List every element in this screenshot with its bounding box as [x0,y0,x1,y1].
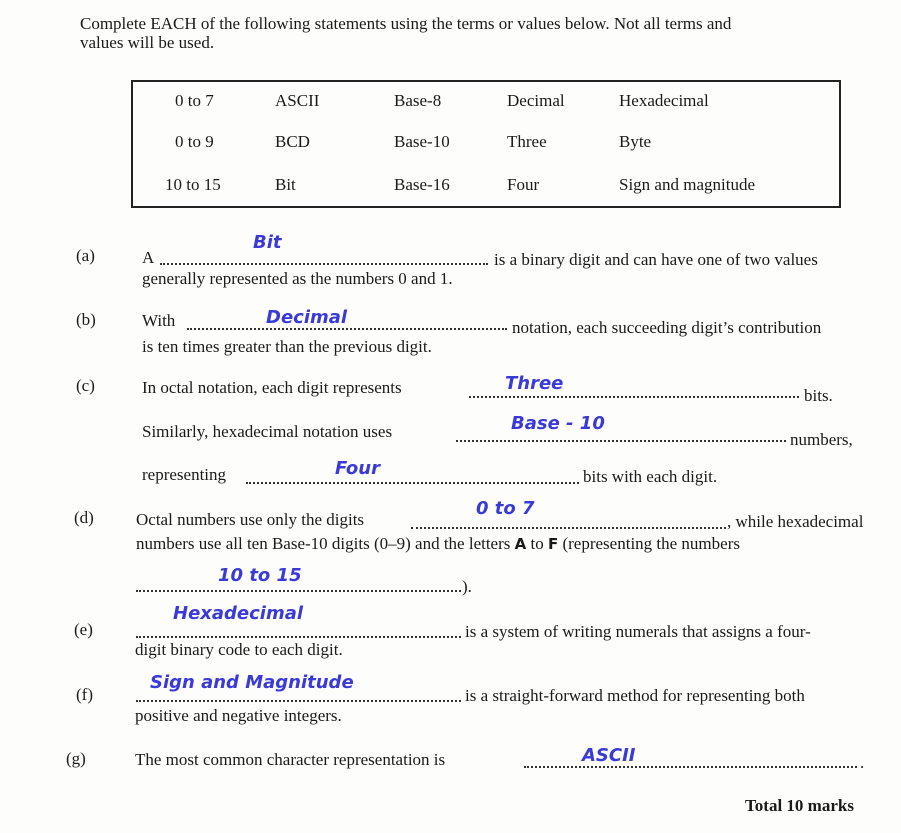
answer-blank [524,766,857,768]
question-text: is a binary digit and can have one of two values [494,250,818,269]
total-marks: Total 10 marks [745,796,854,815]
letter-a: A [514,535,527,553]
answer-text: Decimal [266,307,348,328]
question-text: (representing the numbers [562,534,740,553]
term: 0 to 9 [175,132,214,151]
term: Bit [275,175,296,194]
question-text: representing [142,465,227,484]
question-text: Similarly, hexadecimal notation uses [142,422,393,441]
question-text: notation, each succeeding digit’s contribution [512,318,822,337]
answer-text: Bit [253,232,282,253]
question-label: (b) [76,310,96,329]
term: Decimal [507,91,565,110]
answer-text: ASCII [582,745,636,766]
question-text: bits with each digit. [583,467,718,486]
answer-text: Four [335,458,380,479]
question-text: The most common character representation is [135,750,446,769]
term: Byte [619,132,652,151]
question-label: (f) [76,685,93,704]
question-label: (a) [76,246,95,265]
term: Four [507,175,540,194]
question-text: is ten times greater than the previous digit. [142,337,432,356]
question-text: With [142,311,176,330]
question-text: A [142,248,155,267]
answer-blank [469,396,799,398]
question-label: (e) [74,620,93,639]
question-text: generally represented as the numbers 0 and 1. [142,269,453,288]
question-text: is a straight-forward method for representing both [465,686,805,705]
term: BCD [275,132,310,151]
question-label: (c) [76,376,95,395]
question-text: . [860,753,865,772]
term: Hexadecimal [619,91,709,110]
question-text: digit binary code to each digit. [135,640,343,659]
answer-text: Hexadecimal [173,603,304,624]
question-label: (d) [74,508,94,527]
question-text: is a system of writing numerals that assigns a four- [465,622,811,641]
question-text: ). [462,577,472,596]
answer-text: 0 to 7 [476,498,535,519]
answer-blank [136,700,461,702]
question-text: to [530,534,544,553]
term: Three [507,132,547,151]
term: 10 to 15 [165,175,221,194]
answer-blank [136,636,461,638]
question-label: (g) [66,749,86,768]
answer-blank [411,527,726,529]
term: 0 to 7 [175,91,214,110]
question-text: , while hexadecimal [727,512,864,531]
instructions-line-2: values will be used. [80,33,215,52]
term: Base-16 [394,175,450,194]
answer-blank [136,590,461,592]
term: Base-8 [394,91,442,110]
question-text: numbers use all ten Base-10 digits (0–9) and the letters [136,534,511,553]
answer-text: Sign and Magnitude [150,672,354,693]
question-text: numbers, [790,430,853,449]
term: Sign and magnitude [619,175,755,194]
answer-blank [456,440,786,442]
question-text: In octal notation, each digit represents [142,378,402,397]
answer-text: 10 to 15 [218,565,302,586]
answer-blank [160,263,488,265]
instructions-line-1: Complete EACH of the following statements using the terms or values below. Not all terms and [80,14,732,33]
question-text: Octal numbers use only the digits [136,510,365,529]
answer-text: Base - 10 [511,413,605,434]
terms-table [131,80,841,208]
answer-blank [246,482,579,484]
question-text: bits. [804,386,833,405]
term: Base-10 [394,132,450,151]
term: ASCII [275,91,320,110]
question-text-line2 [136,533,740,555]
letter-f: F [547,535,559,553]
answer-text: Three [505,373,564,394]
question-text: positive and negative integers. [135,706,342,725]
